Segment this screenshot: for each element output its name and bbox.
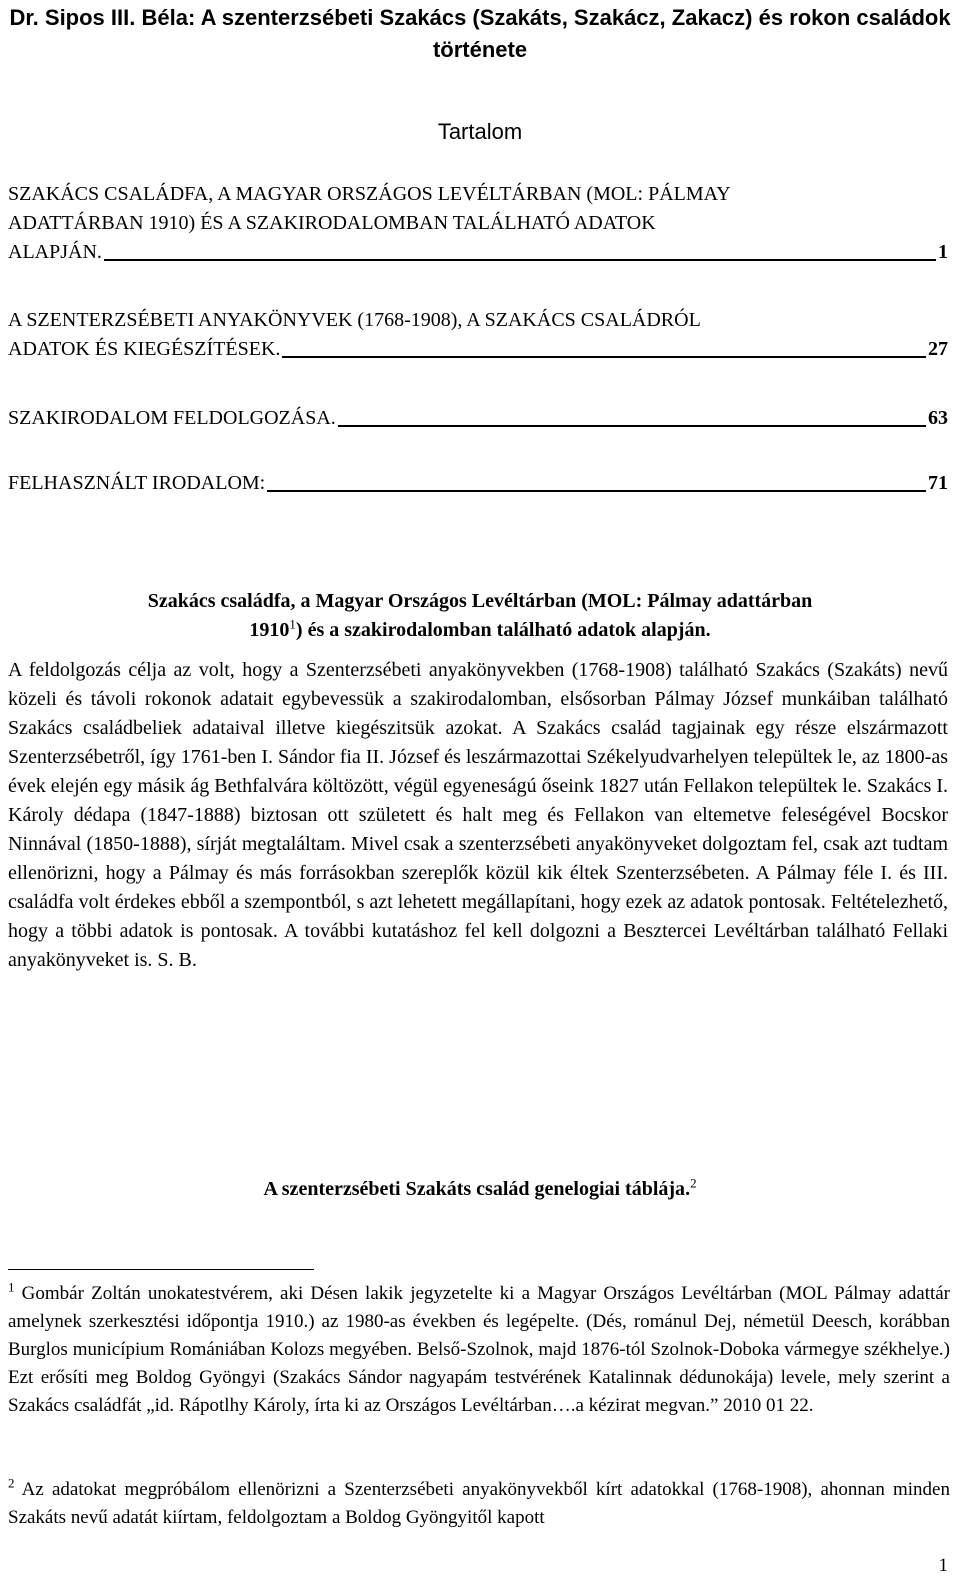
- section-heading-year: 1910: [249, 619, 290, 641]
- section-heading-rest: ) és a szakirodalomban található adatok alapján.: [295, 619, 711, 641]
- footnote-ref-2[interactable]: 2: [690, 1175, 697, 1191]
- footnote-separator: [8, 1269, 314, 1270]
- toc-entry-line: ADATTÁRBAN 1910) ÉS A SZAKIRODALOMBAN TALÁLHATÓ ADATOK: [8, 212, 656, 234]
- toc-leader-line: [104, 258, 936, 261]
- toc-entry-4[interactable]: [8, 469, 948, 498]
- main-heading-text: A szenterzsébeti Szakáts család genelogiai táblája: [263, 1178, 686, 1200]
- toc-entry-3[interactable]: [8, 404, 948, 433]
- footnote-mark: 2: [8, 1475, 15, 1491]
- footnote-text: Gombár Zoltán unokatestvérem, aki Désen lakik jegyzetelte ki a Magyar Országos Levéltárban (MOL Pálmay adattár amelynek szerkesztési időpontja 1910.) az 1980-as években és legépelte. (Dés, románul Dej, németül Deesch, korábban Burglos municípium Romániában Kolozs megyében. Belső-Szolnok, majd 1876-tól Szolnok-Doboka vármegye székhelye.) Ezt erősíti meg Boldog Gyöngyi (Szakács Sándor nagyapám testvérének Katalinnak dédunokája) levele, mely szerint a Szakács családfát „id. Rápotlhy Károly, írta ki az Országos Levéltárban….a kézirat megvan.” 2010 01 22.: [8, 1283, 951, 1416]
- toc-entry-line: A SZENTERZSÉBETI ANYAKÖNYVEK (1768-1908), A SZAKÁCS CSALÁDRÓL: [8, 309, 701, 331]
- section-heading-line-1: Szakács családfa, a Magyar Országos Levéltárban (MOL: Pálmay adattárban: [147, 590, 813, 612]
- toc-entry-label: ALAPJÁN.: [8, 241, 102, 263]
- toc-leader-line: [338, 424, 926, 427]
- body-paragraph: A feldolgozás célja az volt, hogy a Szenterzsébeti anyakönyvekben (1768-1908) található Szakács (Szakáts) nevű közeli és távoli rokonok adatait egybevessük a szakirodalomban, elsősorban Pálmay József munkáiban található Szakács családbeliek adataival illetve kiegészitsük azokat. A Szakács család tagjainak egy része elszármazott Szenterzsébetről, így 1761-ben I. Sándor fia II. József és leszármazottai Székelyudvarhelyen települtek le, az 1800-as évek elején egy másik ág Bethfalvára költözött, végül egyeneságú őseink 1827 után Fellakon települtek le. Szakács I. Károly dédapa (1847-1888) biztosan ott született és halt meg és Fellakon van eltemetve feleségével Bocskor Ninnával (1850-1888), sírját megtaláltam. Mivel csak a szenterzsébeti anyakönyveket dolgoztam fel, csak azt tudtam ellenörizni, hogy a Pálmay és más forrásokban szereplők közül kik éltek Szenterzsébeten. A Pálmay féle I. és III. családfa volt érdekes ebből a szempontból, s azt lehetett megállapítani, hogy ezek az adatok pontosak. Feltételezhető, hogy a többi adatok is pontosak. A további kutatáshoz fel kell dolgozni a Besztercei Levéltárban található Fellaki anyakönyveket is. S. B.: [8, 659, 948, 971]
- footnote-text: Az adatokat megpróbálom ellenörizni a Szenterzsébeti anyakönyvekből kírt adatokkal (1768-1908), ahonnan minden Szakáts nevű adatát kiírtam, feldolgoztam a Boldog Gyöngyitől kapott: [8, 1479, 950, 1528]
- main-heading: [0, 1175, 960, 1204]
- main-heading-suffix: .: [685, 1178, 691, 1200]
- toc-page-number: 63: [928, 407, 948, 429]
- footnote-1: [8, 1280, 950, 1420]
- toc-title: Tartalom: [437, 119, 523, 144]
- toc-entry-2[interactable]: [8, 306, 948, 364]
- toc-entry-label: SZAKIRODALOM FELDOLGOZÁSA.: [8, 407, 336, 429]
- section-heading: [0, 587, 960, 645]
- section-heading-line-2: [0, 616, 960, 645]
- toc-leader-line: [267, 489, 926, 492]
- toc-page-number: 71: [928, 472, 948, 494]
- toc-entry-label: FELHASZNÁLT IRODALOM:: [8, 472, 266, 494]
- page-number: 1: [938, 1555, 948, 1576]
- toc-page-number: 1: [938, 241, 948, 263]
- footnote-ref-1[interactable]: 1: [289, 616, 296, 632]
- toc-entry-line: SZAKÁCS CSALÁDFA, A MAGYAR ORSZÁGOS LEVÉLTÁRBAN (MOL: PÁLMAY: [8, 183, 731, 205]
- toc-entry-1[interactable]: [8, 180, 948, 267]
- toc-entry-label: ADATOK ÉS KIEGÉSZÍTÉSEK.: [8, 338, 281, 360]
- footnote-mark: 1: [8, 1279, 15, 1295]
- toc-page-number: 27: [928, 338, 948, 360]
- footnote-2: [8, 1476, 950, 1532]
- toc-leader-line: [282, 355, 926, 358]
- document-header: Dr. Sipos III. Béla: A szenterzsébeti Szakács (Szakáts, Szakácz, Zakacz) és rokon családok története: [9, 5, 951, 62]
